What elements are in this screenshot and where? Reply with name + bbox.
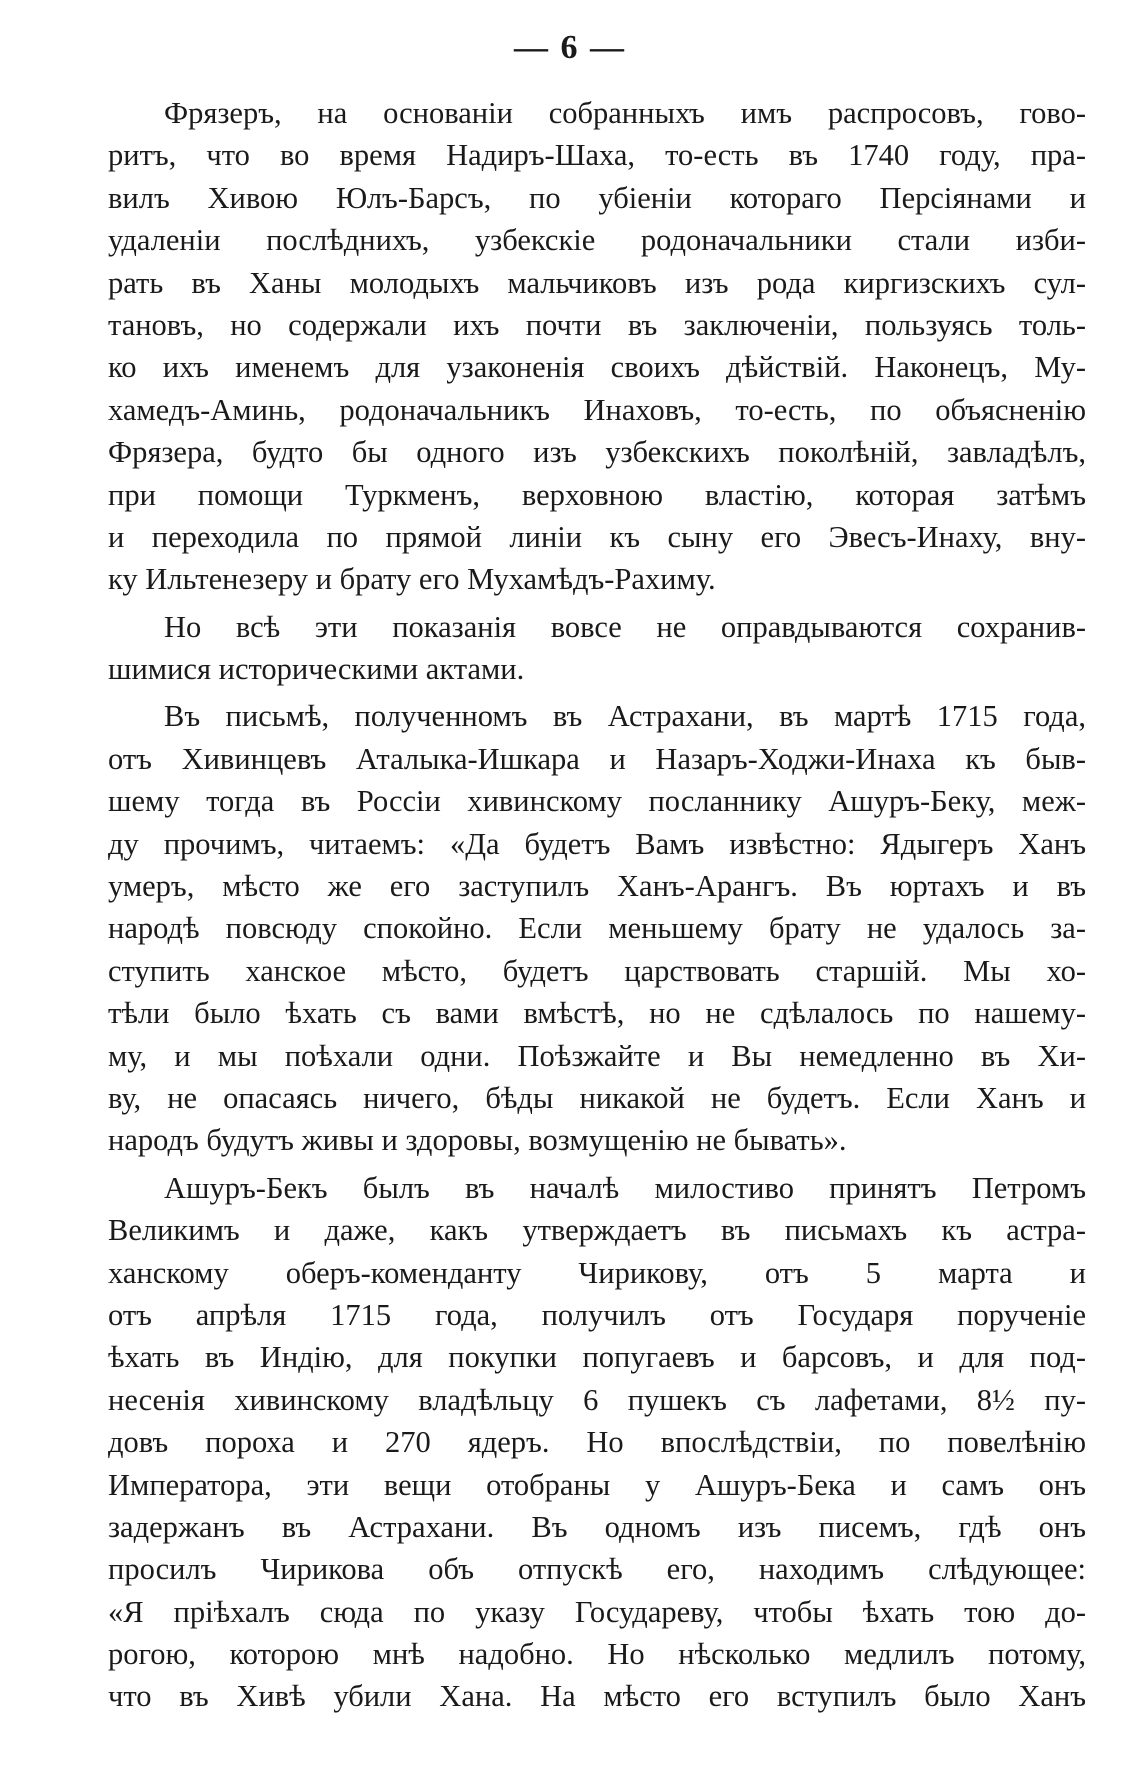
text-line: и переходила по прямой линіи къ сыну его Эвесъ-Инаху, вну- [108,519,1086,554]
text-line: ханскому оберъ-коменданту Чирикову, отъ 5 марта и [108,1255,1086,1290]
text-line: Ашуръ-Бекъ былъ въ началѣ милостиво принятъ Петромъ [164,1170,1086,1205]
text-line: ку Ильтенезеру и брату его Мухамѣдъ-Рахиму. [108,562,716,597]
text-line: отъ Хивинцевъ Аталыка-Ишкара и Назаръ-Ходжи-Инаха къ быв- [108,741,1086,776]
text-line: хамедъ-Аминь, родоначальникъ Инаховъ, то-есть, по объясненію [108,392,1086,427]
text-line: отъ апрѣля 1715 года, получилъ отъ Государя порученіе [108,1297,1086,1332]
text-line: ко ихъ именемъ для узаконенія своихъ дѣйствій. Наконецъ, Му- [108,350,1086,385]
text-line: Великимъ и даже, какъ утверждаетъ въ письмахъ къ астра- [108,1213,1086,1248]
text-line: задержанъ въ Астрахани. Въ одномъ изъ писемъ, гдѣ онъ [108,1509,1086,1544]
text-line: ву, не опасаясь ничего, бѣды никакой не будетъ. Если Ханъ и [108,1080,1086,1115]
text-line: рать въ Ханы молодыхъ мальчиковъ изъ рода киргизскихъ сул- [108,265,1086,300]
paragraph-4 [108,1167,1086,1718]
text-line: народъ будутъ живы и здоровы, возмущенію не бывать». [108,1123,847,1158]
text-line: Но всѣ эти показанія вовсе не оправдываются сохранив- [164,609,1086,644]
text-line: Императора, эти вещи отобраны у Ашуръ-Бека и самъ онъ [108,1467,1086,1502]
text-line: шимися историческими актами. [108,652,525,687]
paragraph-1 [108,92,1086,601]
text-line: ѣхать въ Индію, для покупки попугаевъ и барсовъ, и для под- [108,1340,1086,1375]
paragraph-2 [108,606,1086,691]
text-line: несенія хивинскому владѣльцу 6 пушекъ съ лафетами, 8½ пу- [108,1382,1086,1417]
text-line: вилъ Хивою Юлъ-Барсъ, по убіеніи котораго Персіянами и [108,180,1086,215]
paragraph-3 [108,695,1086,1161]
body-text [108,92,1086,1718]
text-line: умеръ, мѣсто же его заступилъ Ханъ-Арангъ. Въ юртахъ и въ [108,869,1086,904]
text-line: Фрязеръ, на основаніи собранныхъ имъ распросовъ, гово- [164,96,1086,130]
text-line: «Я пріѣхалъ сюда по указу Государеву, чтобы ѣхать тою до- [108,1594,1086,1629]
text-line: Фрязера, будто бы одного изъ узбекскихъ поколѣній, завладѣлъ, [108,435,1086,470]
text-line: тѣли было ѣхать съ вами вмѣстѣ, но не сдѣлалось по нашему- [108,996,1086,1031]
text-line: ритъ, что во время Надиръ-Шаха, то-есть въ 1740 году, пра- [108,138,1086,173]
text-line: при помощи Туркменъ, верховною властію, которая затѣмъ [108,477,1086,512]
text-line: что въ Хивѣ убили Хана. На мѣсто его вступилъ было Ханъ [108,1679,1086,1714]
text-line: народѣ повсюду спокойно. Если меньшему брату не удалось за- [108,911,1086,946]
text-line: му, и мы поѣхали одни. Поѣзжайте и Вы немедленно въ Хи- [108,1038,1086,1073]
text-line: рогою, которою мнѣ надобно. Но нѣсколько медлилъ потому, [108,1637,1086,1672]
text-line: просилъ Чирикова объ отпускѣ его, находимъ слѣдующее: [108,1552,1086,1587]
text-line: ду прочимъ, читаемъ: «Да будетъ Вамъ извѣстно: Ядыгеръ Ханъ [108,826,1086,861]
page-number: — 6 — [514,29,626,66]
text-line: Въ письмѣ, полученномъ въ Астрахани, въ мартѣ 1715 года, [164,699,1086,734]
text-line: тановъ, но содержали ихъ почти въ заключеніи, пользуясь толь- [108,307,1086,342]
text-line: удаленіи послѣднихъ, узбекскіе родоначальники стали изби- [108,223,1086,258]
text-line: шему тогда въ Россіи хивинскому посланнику Ашуръ-Беку, меж- [108,784,1086,819]
text-line: довъ пороха и 270 ядеръ. Но впослѣдствіи, по повелѣнію [108,1425,1086,1460]
text-line: ступить ханское мѣсто, будетъ царствовать старшій. Мы хо- [108,953,1086,988]
